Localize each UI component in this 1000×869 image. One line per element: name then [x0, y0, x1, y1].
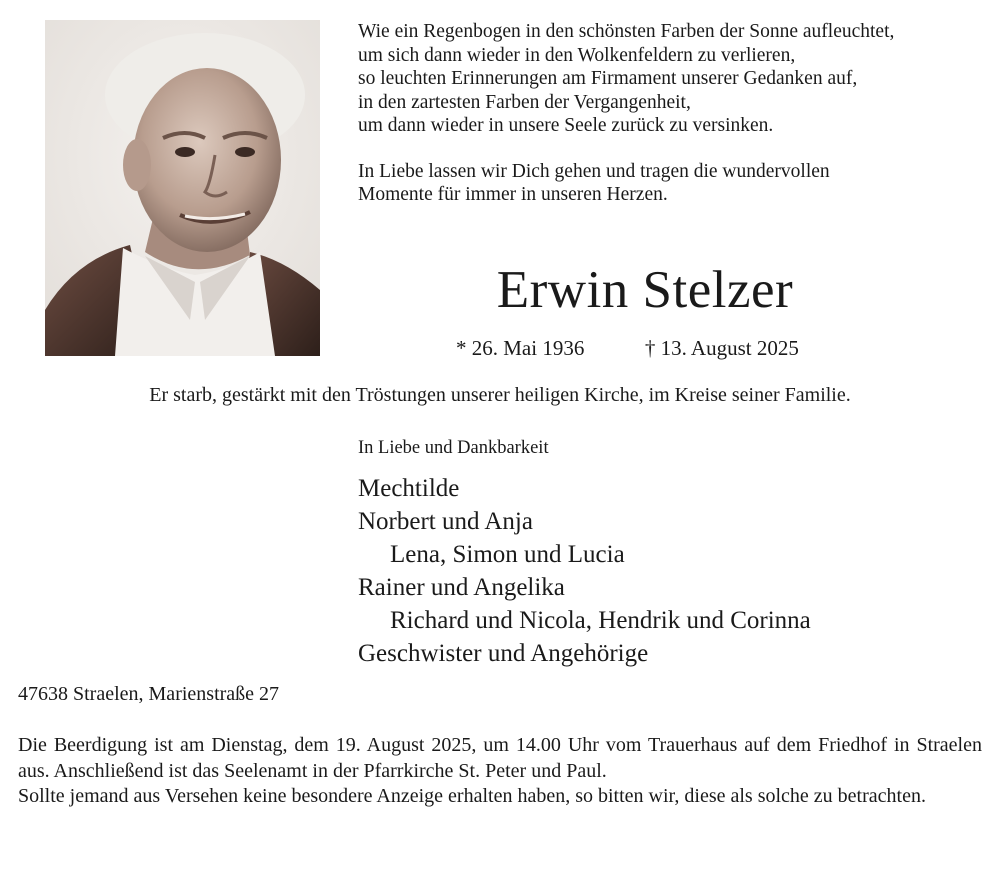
mourner-entry: Norbert und Anja — [358, 508, 533, 535]
mourners-heading: In Liebe und Dankbarkeit — [358, 438, 549, 458]
poem-line: in den zartesten Farben der Vergangenheit, — [358, 91, 691, 113]
funeral-notice — [18, 733, 982, 810]
poem-line: Wie ein Regenbogen in den schönsten Farben der Sonne aufleuchtet, — [358, 21, 895, 42]
mourners-list — [358, 472, 811, 670]
notice-disclaimer: Sollte jemand aus Versehen keine besondere Anzeige erhalten haben, so bitten wir, diese als solche zu betrachten. — [18, 785, 926, 807]
mourner-entry: Richard und Nicola, Hendrik und Corinna — [390, 607, 811, 634]
poem-line: so leuchten Erinnerungen am Firmament unserer Gedanken auf, — [358, 68, 858, 89]
poem-line: In Liebe lassen wir Dich gehen und tragen die wundervollen — [358, 160, 830, 182]
mourner-entry: Lena, Simon und Lucia — [390, 541, 625, 568]
address: 47638 Straelen, Marienstraße 27 — [18, 683, 280, 705]
deceased-name: Erwin Stelzer — [496, 261, 794, 319]
birth-date: * 26. Mai 1936 — [456, 336, 585, 360]
life-dates — [456, 336, 799, 361]
mourner-entry: Mechtilde — [358, 475, 460, 502]
death-date: † 13. August 2025 — [644, 336, 799, 360]
poem-line: Momente für immer in unseren Herzen. — [358, 184, 668, 205]
poem — [358, 20, 894, 207]
mourner-entry: Rainer und Angelika — [358, 574, 565, 601]
death-statement: Er starb, gestärkt mit den Tröstungen unserer heiligen Kirche, im Kreise seiner Familie. — [149, 384, 851, 406]
funeral-details: Die Beerdigung ist am Dienstag, dem 19. August 2025, um 14.00 Uhr vom Trauerhaus auf dem Friedhof in Straelen aus. Anschließend ist das Seelenamt in der Pfarrkirche St. Peter und Paul. — [18, 734, 982, 782]
mourner-entry: Geschwister und Angehörige — [358, 640, 649, 667]
poem-line: um sich dann wieder in den Wolkenfeldern zu verlieren, — [358, 44, 796, 66]
poem-line: um dann wieder in unsere Seele zurück zu versinken. — [358, 115, 774, 136]
